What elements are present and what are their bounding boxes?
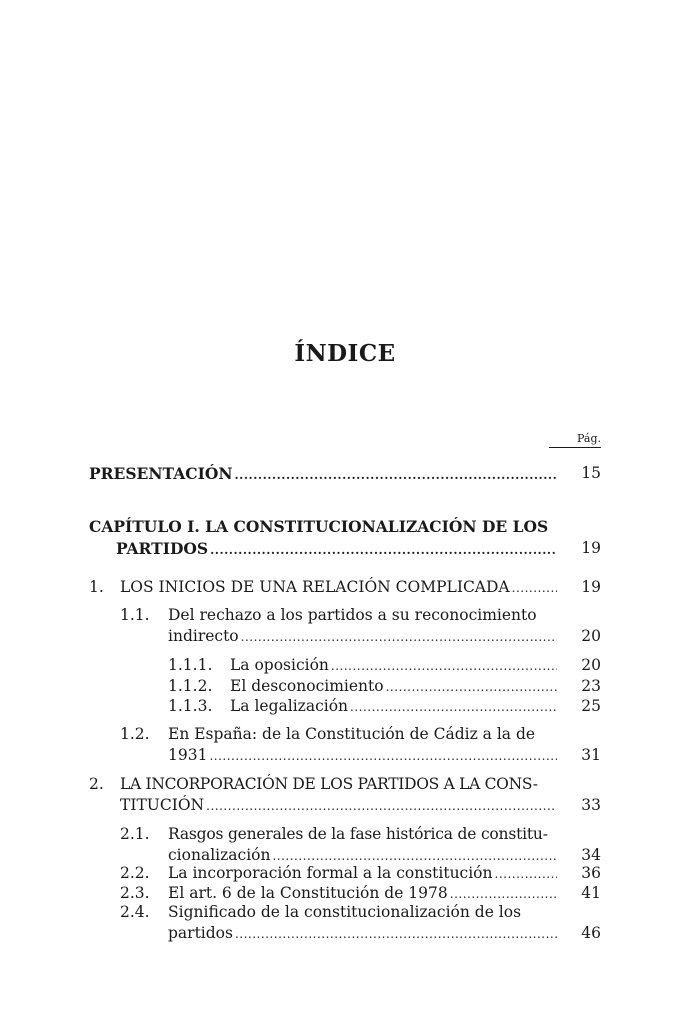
toc-page-number: 41: [581, 884, 601, 902]
toc-entry-text: La incorporación formal a la constitución: [168, 864, 493, 882]
toc-entry-line1[interactable]: Del rechazo a los partidos a su reconocimiento: [168, 606, 537, 624]
toc-entry-text: partidos: [168, 924, 233, 942]
toc-entry-text: LOS INICIOS DE UNA RELACIÓN COMPLICADA: [120, 578, 510, 596]
dot-leader: [512, 579, 557, 598]
toc-entry-text: La oposición: [230, 656, 329, 674]
toc-page-number: 34: [581, 846, 601, 864]
dot-leader: [350, 698, 557, 717]
toc-page-number: 23: [581, 677, 601, 695]
toc-page-number: 20: [581, 656, 601, 674]
dot-leader: [495, 865, 557, 884]
section-number: 1.2.: [120, 725, 150, 743]
dot-leader: [206, 797, 557, 816]
toc-page-number: 33: [581, 796, 601, 814]
section-number: 2.1.: [120, 825, 150, 843]
toc-entry-text: cionalización: [168, 846, 271, 864]
toc-entry-text: 1931: [168, 746, 208, 764]
toc-page-number: 46: [581, 924, 601, 942]
toc-entry-text: TITUCIÓN: [120, 796, 205, 814]
toc-entry-text: El desconocimiento: [230, 677, 384, 695]
toc-entry-text: La legalización: [230, 697, 349, 715]
section-number: 1.1.1.: [168, 656, 213, 674]
toc-entry-cap1[interactable]: [116, 539, 559, 560]
section-number: 1.: [89, 578, 104, 596]
dot-leader: [235, 925, 557, 944]
section-number: 2.3.: [120, 884, 150, 902]
toc-entry-presentacion[interactable]: [89, 464, 559, 485]
toc-entry-s2[interactable]: [120, 796, 559, 816]
page-column-header: Pág.: [549, 432, 601, 448]
toc-entry-s2-2[interactable]: [168, 864, 559, 884]
toc-page-number: 31: [581, 746, 601, 764]
toc-page-number: 20: [581, 627, 601, 645]
toc-entry-s2-3[interactable]: [168, 884, 559, 904]
toc-entry-s1-1[interactable]: [168, 627, 559, 647]
toc-entry-s1[interactable]: [120, 578, 559, 598]
toc-page-number: 19: [581, 578, 601, 596]
toc-entry-text: PARTIDOS: [116, 539, 209, 558]
chapter-heading-line1[interactable]: CAPÍTULO I. LA CONSTITUCIONALIZACIÓN DE LOS: [89, 517, 549, 536]
dot-leader: [386, 678, 557, 697]
toc-entry-line1[interactable]: Significado de la constitucionalización de los: [168, 903, 522, 921]
toc-entry-text: El art. 6 de la Constitución de 1978: [168, 884, 448, 902]
dot-leader: [210, 541, 557, 560]
section-number: 1.1.: [120, 606, 150, 624]
dot-leader: [331, 657, 557, 676]
dot-leader: [235, 466, 558, 485]
toc-entry-s2-1[interactable]: [168, 846, 559, 866]
toc-entry-text: indirecto: [168, 627, 239, 645]
section-number: 2.2.: [120, 864, 150, 882]
toc-entry-s1-1-3[interactable]: [230, 697, 559, 717]
section-number: 2.: [89, 775, 104, 793]
section-number: 1.1.3.: [168, 697, 213, 715]
dot-leader: [450, 885, 557, 904]
toc-entry-text: PRESENTACIÓN: [89, 464, 233, 483]
dot-leader: [209, 747, 557, 766]
toc-entry-line1[interactable]: En España: de la Constitución de Cádiz a la de: [168, 725, 536, 743]
toc-entry-line1[interactable]: LA INCORPORACIÓN DE LOS PARTIDOS A LA CONS-: [120, 775, 538, 793]
toc-page-number: 19: [581, 539, 601, 557]
toc-page-number: 25: [581, 697, 601, 715]
toc-entry-s1-1-1[interactable]: [230, 656, 559, 676]
dot-leader: [241, 628, 557, 647]
toc-entry-s1-2[interactable]: [168, 746, 559, 766]
page-title: ÍNDICE: [294, 340, 396, 367]
section-number: 2.4.: [120, 903, 150, 921]
section-number: 1.1.2.: [168, 677, 213, 695]
toc-entry-s2-4[interactable]: [168, 924, 559, 944]
toc-page-number: 36: [581, 864, 601, 882]
toc-entry-line1[interactable]: Rasgos generales de la fase histórica de constitu-: [168, 825, 548, 843]
toc-page-number: 15: [581, 464, 601, 482]
toc-entry-s1-1-2[interactable]: [230, 677, 559, 697]
